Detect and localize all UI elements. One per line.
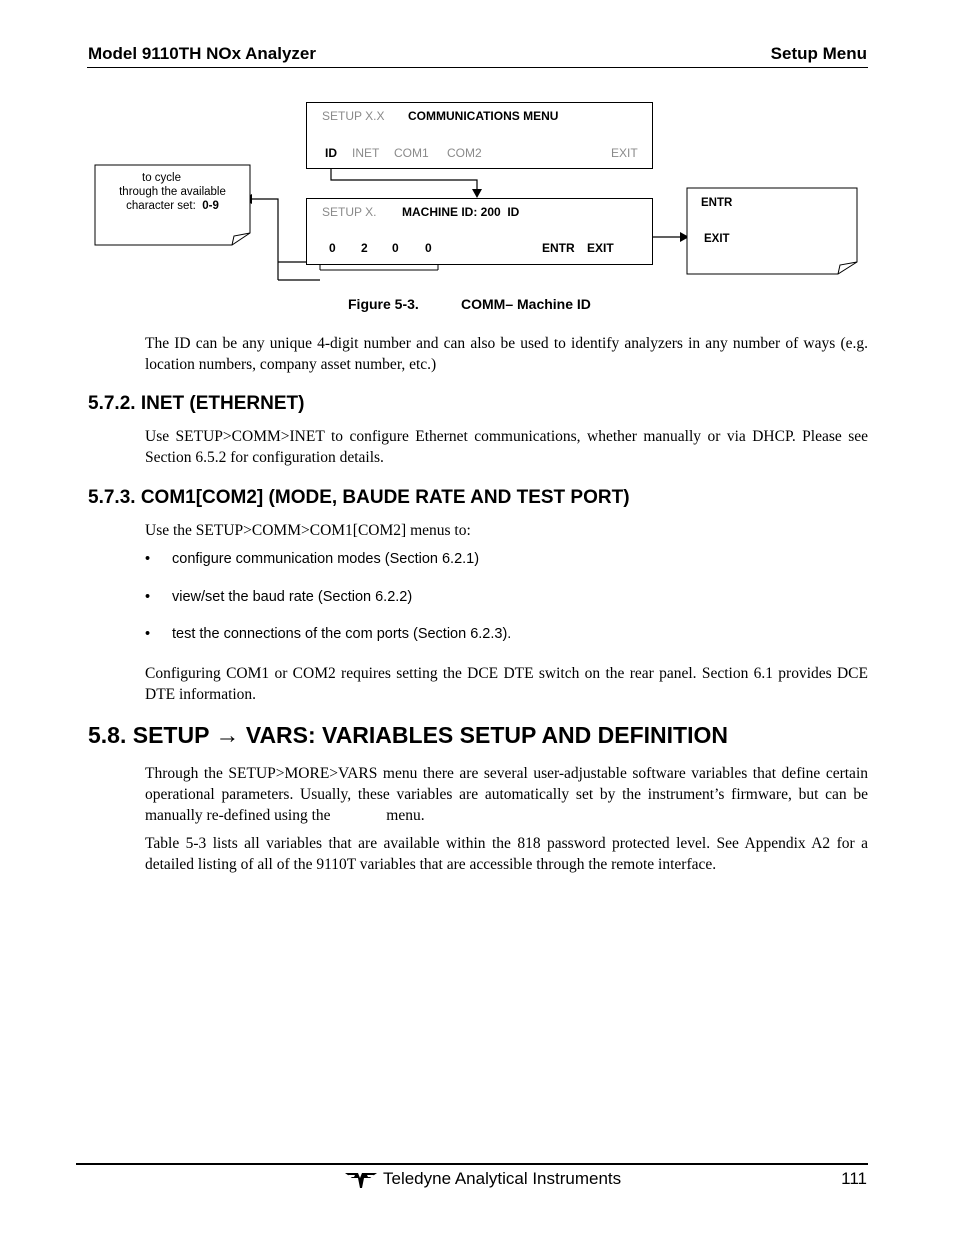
right-note-exit: EXIT bbox=[704, 233, 730, 245]
comm-menu-title: COMMUNICATIONS MENU bbox=[408, 109, 559, 123]
inet-paragraph: Use SETUP>COMM>INET to configure Ethernet communications, whether manually or via DHCP. Please see Section 6.5.2 for configuration details. bbox=[145, 428, 868, 466]
menu-item-inet: INET bbox=[352, 146, 380, 160]
vars-paragraph-1 bbox=[145, 763, 868, 826]
right-note-entr: ENTR bbox=[701, 197, 733, 209]
heading-5-7-2: 5.7.2. INET (ETHERNET) bbox=[88, 393, 305, 414]
bullet-marker: • bbox=[145, 626, 151, 642]
id-digit-2: 2 bbox=[361, 241, 368, 255]
bullet-marker: • bbox=[145, 589, 151, 605]
id-digit-4: 0 bbox=[425, 241, 432, 255]
cycle-note bbox=[96, 171, 249, 213]
cycle-note-range: 0-9 bbox=[202, 200, 219, 212]
teledyne-logo-icon bbox=[344, 1170, 378, 1190]
machine-entr: ENTR bbox=[542, 241, 575, 255]
heading-5-7-3: 5.7.3. COM1[COM2] (MODE, BAUDE RATE AND TEST PORT) bbox=[88, 487, 630, 508]
id-digit-3: 0 bbox=[392, 241, 399, 255]
menu-item-com1: COM1 bbox=[394, 146, 429, 160]
bullet-text: configure communication modes (Section 6.2.1) bbox=[172, 551, 480, 567]
comm-menu-screen bbox=[306, 102, 653, 169]
machine-id-screen bbox=[306, 198, 653, 265]
bullet-text: view/set the baud rate (Section 6.2.2) bbox=[172, 589, 413, 605]
bullet-text: test the connections of the com ports (Section 6.2.3). bbox=[172, 626, 512, 642]
vars-paragraph-1-end: menu. bbox=[386, 807, 425, 824]
cycle-note-line1: to cycle bbox=[142, 172, 181, 184]
vars-paragraph-2: Table 5-3 lists all variables that are available within the 818 password protected level. See Appendix A2 for a detailed listing of all of the 9110T variables that are accessible through the remote interface. bbox=[145, 835, 868, 873]
arrow-right-icon: → bbox=[215, 722, 240, 749]
machine-setup-label: SETUP X. bbox=[322, 205, 377, 219]
header-title: Model 9110TH NOx Analyzer bbox=[88, 44, 317, 63]
figure-caption-title: COMM– Machine ID bbox=[461, 296, 591, 312]
footer-rule bbox=[76, 1163, 868, 1165]
vars-paragraph-1-main: Through the SETUP>MORE>VARS menu there are several user-adjustable software variables that define certain operational parameters. Usually, these variables are automatically set by the instrument’s firmware, but can be manually re-defined using the bbox=[145, 765, 868, 824]
machine-id-paragraph: The ID can be any unique 4-digit number and can also be used to identify analyzers in any number of ways (e.g. location numbers, company asset number, etc.) bbox=[145, 335, 868, 373]
com-intro: Use the SETUP>COMM>COM1[COM2] menus to: bbox=[145, 522, 471, 539]
page-number: 111 bbox=[841, 1169, 867, 1188]
com-dce-paragraph: Configuring COM1 or COM2 requires setting the DCE DTE switch on the rear panel. Section 6.1 provides DCE DTE information. bbox=[145, 665, 868, 703]
menu-item-com2: COM2 bbox=[447, 146, 482, 160]
heading-5-8-suffix: VARS: VARIABLES SETUP AND DEFINITION bbox=[245, 722, 728, 748]
heading-5-8-prefix: 5.8. SETUP bbox=[88, 722, 210, 748]
menu-item-exit: EXIT bbox=[611, 146, 638, 160]
cycle-note-line3: character set: bbox=[126, 200, 196, 212]
figure-caption-number: Figure 5-3. bbox=[348, 296, 419, 312]
comm-setup-label: SETUP X.X bbox=[322, 109, 385, 123]
machine-id-title: MACHINE ID: 200 ID bbox=[402, 205, 520, 219]
menu-item-id: ID bbox=[325, 146, 337, 160]
footer-company: Teledyne Analytical Instruments bbox=[383, 1169, 622, 1188]
bullet-marker: • bbox=[145, 551, 151, 567]
id-digit-1: 0 bbox=[329, 241, 336, 255]
header-section: Setup Menu bbox=[770, 44, 867, 63]
cycle-note-line2: through the available bbox=[119, 186, 226, 198]
machine-exit: EXIT bbox=[587, 241, 614, 255]
heading-5-8 bbox=[88, 722, 728, 750]
